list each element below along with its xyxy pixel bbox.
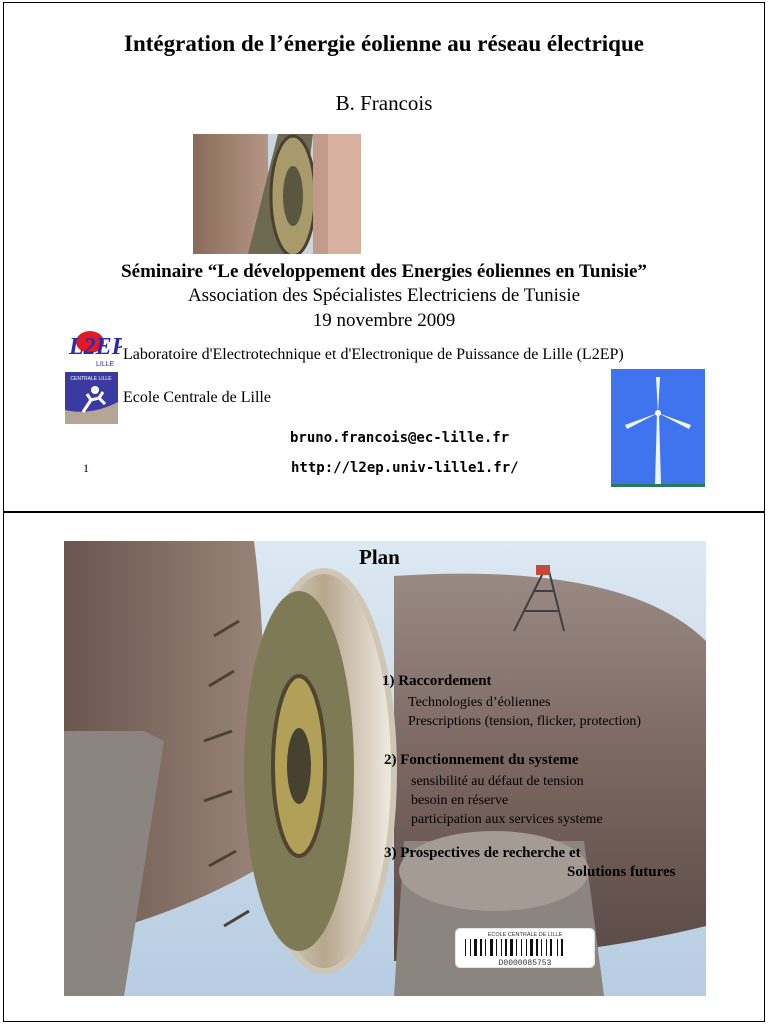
school-name: Ecole Centrale de Lille: [123, 389, 271, 406]
barcode-stripe: [505, 939, 507, 956]
barcode-stripe: [480, 939, 482, 956]
seminar-date: 19 novembre 2009: [312, 310, 456, 331]
library-barcode-label: [455, 928, 595, 973]
barcode-stripe: [490, 939, 493, 956]
barcode-stripe: [526, 939, 527, 956]
barcode-stripe: [474, 939, 477, 956]
barcode-stripe: [465, 939, 466, 956]
barcode-stripe: [470, 939, 471, 956]
seminar-title: Séminaire “Le développement des Energies éoliennes en Tunisie”: [121, 261, 647, 282]
section-1-item: Prescriptions (tension, flicker, protection): [408, 714, 642, 729]
barcode-stripe: [496, 939, 497, 956]
barcode-stripe: [485, 939, 486, 956]
section-2-item: participation aux services systeme: [411, 812, 603, 827]
ecl-logo-text: CENTRALE LILLE: [70, 376, 112, 382]
l2ep-logo-text: L2EP: [69, 334, 122, 360]
barcode-number: D0000085753: [498, 959, 552, 968]
barcode-stripe: [501, 939, 502, 956]
section-2-heading: 2) Fonctionnement du systeme: [384, 752, 579, 768]
barcode-stripe: [510, 939, 513, 956]
author-name: B. Francois: [335, 91, 433, 115]
section-1-item: Technologies d’éoliennes: [408, 695, 551, 710]
slide-2: [3, 512, 765, 1022]
section-1-heading: 1) Raccordement: [382, 673, 492, 689]
section-3-item: Solutions futures: [567, 864, 676, 880]
wind-turbine-image: [611, 369, 705, 487]
barcode-stripe: [541, 939, 542, 956]
section-3-heading: 3) Prospectives de recherche et: [384, 845, 581, 861]
association-name: Association des Spécialistes Electriciens de Tunisie: [187, 285, 581, 306]
nacelle-photo-thumbnail: [193, 134, 361, 254]
presentation-title: Intégration de l’énergie éolienne au réseau électrique: [124, 31, 644, 56]
section-2-item: sensibilité au défaut de tension: [411, 774, 584, 789]
page-number: 1: [83, 461, 89, 475]
barcode-stripe: [557, 939, 558, 956]
l2ep-logo: [66, 324, 122, 368]
slide-title: Plan: [359, 545, 400, 569]
barcode-stripe: [536, 939, 538, 956]
lab-website-link[interactable]: http://l2ep.univ-lille1.fr/: [291, 460, 519, 476]
slide-1: [3, 2, 765, 512]
barcode-label-text: ECOLE CENTRALE DE LILLE: [487, 932, 563, 938]
ecole-centrale-logo: [65, 372, 118, 424]
lille-logo-text: LILLE: [96, 361, 115, 368]
section-2-item: besoin en réserve: [411, 793, 509, 808]
barcode-stripe: [550, 939, 552, 956]
barcode-stripe: [521, 939, 522, 956]
barcode-stripe: [561, 939, 563, 956]
barcode-stripe: [516, 939, 517, 956]
laboratory-name: Laboratoire d'Electrotechnique et d'Electronique de Puissance de Lille (L2EP): [123, 346, 624, 363]
contact-email[interactable]: bruno.francois@ec-lille.fr: [290, 430, 510, 446]
barcode-stripe: [530, 939, 533, 956]
barcode-stripe: [546, 939, 547, 956]
